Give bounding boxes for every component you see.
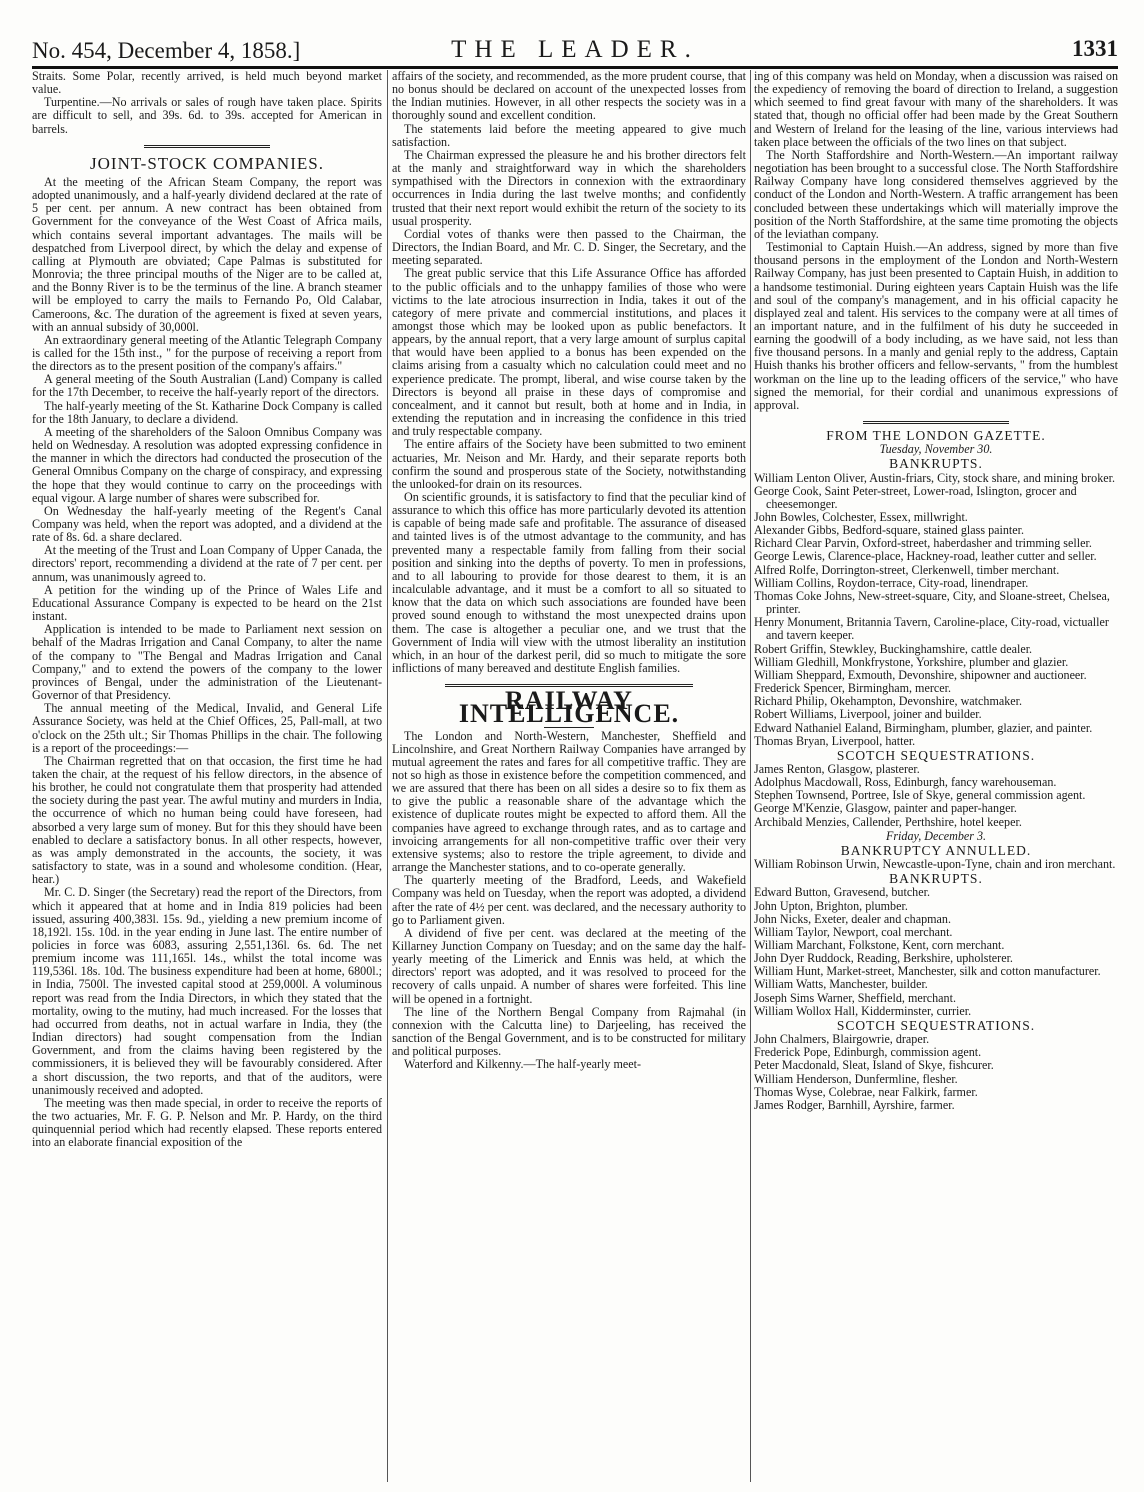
list-entry: John Bowles, Colchester, Essex, millwright. [754,510,968,524]
paragraph: Waterford and Kilkenny.—The half-yearly meet- [404,1057,641,1072]
list-entry: Richard Philip, Okehampton, Devonshire, watchmaker. [754,694,1023,709]
list-entry: George Cook, Saint Peter-street, Lower-road, Islington, grocer and cheesemonger. [754,483,1077,511]
paragraph: The Chairman expressed the pleasure he and his brother directors felt at the manly and straightforward way in which the shareholders sympathised with the Directors in connexion with the extraordinary occurrences in India during the last twelve months; and confidently trusted that their next report would exhibit the return of the society to its usual prosperity. [392,147,746,228]
sequestrations-list-2 [754,1033,1118,1112]
list-entry: William Marchant, Folkstone, Kent, corn merchant. [754,938,1005,952]
paragraph: An extraordinary general meeting of the Atlantic Telegraph Company is called for the 15th inst., " for the purpose of receiving a report from the directors as to the present position of the company's affairs." [32,332,382,374]
paragraph: The entire affairs of the Society have been submitted to two eminent actuaries, Mr. Neison and Mr. Hardy, and their separate reports both confirm the sound and prosperous state of the Society, notwithstanding the unlooked-for drain on its resources. [392,437,746,491]
list-entry: William Robinson Urwin, Newcastle-upon-Tyne, chain and iron merchant. [754,857,1116,872]
page-header [32,34,1118,68]
list-entry: William Hunt, Market-street, Manchester, silk and cotton manufacturer. [754,964,1101,979]
list-entry: Edward Nathaniel Ealand, Birmingham, plumber, glazier, and painter. [754,720,1093,735]
paragraph: The Chairman regretted that on that occasion, the first time he had taken the chair, at the request of his fellow directors, in the absence of his brother, he could not congratulate them that prosperity had attended the society during the past year. The awful mutiny and murders in India, the occurrence of which no human being could have foreseen, had absorbed a very large sum of money. But for this they should have been enabled to declare a satisfactory bonus. In all other respects, however, as was amply demonstrated in the accounts, the society, it was satisfactory to state, was in a sound and wholesome condition. (Hear, hear.) [32,753,382,887]
section-title-joint-stock: JOINT-STOCK COMPANIES. [90,153,324,173]
list-entry: Edward Button, Gravesend, butcher. [754,885,930,900]
list-entry: Stephen Townsend, Portree, Isle of Skye, general commission agent. [754,788,1086,803]
list-entry: Joseph Sims Warner, Sheffield, merchant. [754,990,956,1005]
list-entry: Peter Macdonald, Sleat, Island of Skye, fishcurer. [754,1058,994,1073]
bankrupts-list-1 [754,472,1118,748]
gazette-date: Tuesday, November 30. [879,442,993,457]
paragraph: The statements laid before the meeting appeared to give much satisfaction. [392,121,746,149]
list-entry: Richard Clear Parvin, Oxford-street, haberdasher and trimming seller. [754,536,1092,551]
paragraph: The annual meeting of the Medical, Invalid, and General Life Assurance Society, was held at the Chief Offices, 25, Pall-mall, at two o'clock on the 25th ult.; Sir Thomas Phillips in the chair. The following is a report of the proceedings:— [32,701,382,755]
list-entry: George Lewis, Clarence-place, Hackney-road, leather cutter and seller. [754,549,1097,564]
list-entry: James Rodger, Barnhill, Ayrshire, farmer. [754,1097,955,1112]
annulled-list [754,858,1118,871]
column-2 [392,70,746,1484]
subheading-scotch-sequestrations: SCOTCH SEQUESTRATIONS. [836,1017,1036,1033]
paragraph: Cordial votes of thanks were then passed to the Chairman, the Directors, the Indian Board, and Mr. C. D. Singer, the Secretary, and the meeting separated. [392,226,746,268]
paragraph: Testimonial to Captain Huish.—An address, signed by more than five thousand persons in the employment of the London and North-Western Railway Company, has just been presented to Captain Huish, in addition to a handsome testimonial. During eighteen years Captain Huish was the life and soul of the company's management, and in his official capacity he displayed zeal and talent. His services to the company were at all times of an important nature, and in the fulfilment of his duty he succeeded in earning the goodwill of a body including, as we have said, not less than five thousand persons. In a manly and genial reply to the address, Captain Huish thanks his brother officers and fellow-servants, " from the humblest workman on the line up to the leading officers of the service," who have signed the memorial, for their cordial and unanimous expressions of approval. [754,240,1118,412]
paragraph: affairs of the society, and recommended, as the more prudent course, that no bonus should be declared on account of the unexpected losses from the Indian mutinies. However, in all other respects the society was in a thoroughly sound and excellent condition. [392,70,746,123]
list-entry: William Watts, Manchester, builder. [754,977,928,992]
list-entry: John Chalmers, Blairgowrie, draper. [754,1032,930,1047]
column-1 [32,70,382,1484]
paragraph: On scientific grounds, it is satisfactory to find that the peculiar kind of assurance to which this office has more particularly devoted its attention is capable of being made safe and profitable. The assurance of diseased and tainted lives is of the utmost advantage to the community, and has prevented many a respectable family from falling from their social position and sinking into the depths of poverty. To men in professions, and to all labouring to provide for those dearest to them, it is an incalculable advantage, and it must be a comfort to all so situated to know that the data on which such associations are founded have been proved sound enough to withstand the most unexpected drains upon them. The case is altogether a peculiar one, and we trust that the Government of India will view with the utmost liberality an institution which, in an hour of the darkest peril, did so much to mitigate the sore inflictions of many bereaved and destitute English families. [392,490,746,676]
gazette-title: FROM THE LONDON GAZETTE. [826,428,1046,444]
column-divider [750,70,751,1482]
paragraph: The North Staffordshire and North-Western.—An important railway negotiation has been brought to a successful close. The North Staffordshire Railway Company have long considered themselves aggrieved by the conduct of the London and North-Western. A traffic arrangement has been concluded between these undertakings which will materially improve the position of the North Staffordshire, at the same time promoting the objects of the leviathan company. [754,147,1118,241]
paragraph: The meeting was then made special, in order to receive the reports of the two actuaries, Mr. F. G. P. Nelson and Mr. P. Hardy, on the third quinquennial period which had recently elapsed. These reports entered into an elaborate financial exposition of the [32,1095,382,1150]
paragraph: At the meeting of the African Steam Company, the report was adopted unanimously, and a half-yearly dividend declared at the rate of 5 per cent. per annum. A new contract has been obtained from Government for the conveyance of the West Coast of Africa mails, which contains several important advantages. The mails will be despatched from Liverpool direct, by which the delay and expense of calling at Plymouth are obviated; Cape Palmas is substituted for Monrovia; the three principal mouths of the Niger are to be called at, and the Bonny River is to be the terminus of the line. A branch steamer will be employed to carry the mails to Fernando Po, Old Calabar, Cameroons, &c. The duration of the agreement is fixed at seven years, with an annual subsidy of 30,000l. [32,174,382,334]
section-rule [863,421,1009,425]
list-entry: Frederick Spencer, Birmingham, mercer. [754,681,951,696]
paragraph: A dividend of five per cent. was declared at the meeting of the Killarney Junction Company on Tuesday; and on the same day the half-yearly meeting of the Limerick and Ennis was held, at which the directors' report was adopted, and it was resolved to proceed for the recovery of calls unpaid. A number of shares were forfeited. This line will be opened in a fortnight. [392,925,746,1006]
list-entry: Robert Williams, Liverpool, joiner and builder. [754,707,982,722]
list-entry: Henry Monument, Britannia Tavern, Caroline-place, City-road, victualler and tavern keeper. [754,615,1109,643]
list-entry: William Collins, Roydon-terrace, City-road, linendraper. [754,575,1029,590]
list-entry: Adolphus Macdowall, Ross, Edinburgh, fancy warehouseman. [754,775,1057,790]
paragraph: A meeting of the shareholders of the Saloon Omnibus Company was held on Wednesday. A resolution was adopted expressing confidence in the manner in which the directors had conducted the prosecution of the General Omnibus Company on the charge of conspiracy, and expressing the hope that they would continue to carry on the proceedings with equal vigour. A large number of shares were subscribed for. [32,424,382,505]
paragraph: The line of the Northern Bengal Company from Rajmahal (in connexion with the Calcutta line) to Darjeeling, has received the sanction of the Bengal Government, and is to be constructed for military and political purposes. [392,1004,746,1059]
sequestrations-list-1 [754,763,1118,829]
list-entry: John Upton, Brighton, plumber. [754,898,908,913]
paragraph: The half-yearly meeting of the St. Katharine Dock Company is called for the 18th January, to declare a dividend. [32,398,382,426]
gazette-date: Friday, December 3. [885,828,987,843]
page-number: 1331 [1072,36,1118,61]
list-entry: Thomas Bryan, Liverpool, hatter. [754,733,916,748]
column-divider [387,70,388,1482]
paragraph: Straits. Some Polar, recently arrived, is held much beyond market value. [32,70,382,97]
list-entry: William Taylor, Newport, coal merchant. [754,924,953,939]
paragraph: At the meeting of the Trust and Loan Company of Upper Canada, the directors' report, recommending a dividend at the rate of 7 per cent. per annum, was unanimously agreed to. [32,543,382,584]
issue-date: No. 454, December 4, 1858.] [32,38,301,63]
list-entry: William Lenton Oliver, Austin-friars, City, stock share, and mining broker. [754,470,1115,485]
paragraph: ing of this company was held on Monday, when a discussion was raised on the expediency of removing the board of direction to Ireland, a suggestion which seemed to find great favour with many of the shareholders. It was stated that, though no official offer had been made by the Great Southern and Western of Ireland for the leasing of the line, various interviews had taken place between the officials of the two lines on that subject. [754,70,1118,149]
subheading-bankruptcy-annulled: BANKRUPTCY ANNULLED. [840,842,1032,858]
bankrupts-list-2 [754,886,1118,1018]
paragraph: On Wednesday the half-yearly meeting of the Regent's Canal Company was held, when the report was adopted, and a dividend at the rate of 8s. 6d. a share declared. [32,503,382,545]
section-rule [144,145,270,149]
list-entry: John Dyer Ruddock, Reading, Berkshire, upholsterer. [754,951,1013,966]
paragraph: The great public service that this Life Assurance Office has afforded to the public officials and to the unhappy families of those who were victims to the late atrocious insurrection in India, takes it out of the category of mere private and commercial institutions, and places it amongst those which may be looked upon as public benefactors. It appears, by the annual report, that a very large amount of surplus capital that would have been applied to a bonus has been expended on the claims arising from a casualty which no calculation could meet and no experience predicate. The prompt, liberal, and wise course taken by the Directors is beyond all praise in these days of compromise and concealment, and it cannot but result, both at home and in India, in extending the reputation and in increasing the confidence in this tried and truly respectable company. [392,266,746,439]
paragraph: The quarterly meeting of the Bradford, Leeds, and Wakefield Company was held on Tuesday, when the report was adopted, a dividend after the rate of 4½ per cent. was declared, and the necessary authority to go to Parliament given. [392,873,746,927]
newspaper-title: THE LEADER. [451,36,699,63]
paragraph: Turpentine.—No arrivals or sales of rough have taken place. Spirits are difficult to sell, and 39s. 6d. to 39s. accepted for American in barrels. [32,95,382,136]
list-entry: Archibald Menzies, Callender, Perthshire, hotel keeper. [754,814,1022,829]
list-entry: Thomas Coke Johns, New-street-square, City, and Sloane-street, Chelsea, printer. [754,588,1110,617]
subheading-scotch-sequestrations: SCOTCH SEQUESTRATIONS. [836,747,1036,763]
header-rule [32,66,1118,69]
list-entry: William Henderson, Dunfermline, flesher. [754,1071,958,1086]
list-entry: Alexander Gibbs, Bedford-square, stained glass painter. [754,523,1025,538]
list-entry: James Renton, Glasgow, plasterer. [754,761,920,776]
list-entry: John Nicks, Exeter, dealer and chapman. [754,911,951,926]
paragraph: A petition for the winding up of the Prince of Wales Life and Educational Assurance Company is expected to be heard on the 21st instant. [32,582,382,624]
list-entry: Thomas Wyse, Colebrae, near Falkirk, farmer. [754,1084,978,1099]
paragraph: A general meeting of the South Australian (Land) Company is called for the 17th December, to receive the half-yearly report of the directors. [32,372,382,400]
paragraph: Application is intended to be made to Parliament next session on behalf of the Madras Irrigation and Canal Company, to alter the name of the company to "The Bengal and Madras Irrigation and Canal Company," and to extend the powers of the company to the lower provinces of Bengal, under the administration of the Lieutenant-Governor of that Presidency. [32,622,382,703]
list-entry: William Gledhill, Monkfrystone, Yorkshire, plumber and glazier. [754,654,1069,669]
list-entry: Alfred Rolfe, Dorrington-street, Clerkenwell, timber merchant. [754,562,1060,577]
list-entry: Robert Griffin, Stewkley, Buckinghamshire, cattle dealer. [754,641,1033,656]
paragraph: The London and North-Western, Manchester, Sheffield and Lincolnshire, and Great Northern Railway Companies have arranged by mutual agreement the rates and fares for all competitive traffic. They are not so high as those in existence before the competition commenced, and we are assured that there has been on all sides a desire so to fix them as to give the public a reasonable share of the advantage which the existence of duplicate routes might be expected to afford them. All the companies have agreed to exchange through rates, and as to cartage and invoicing arrangements for all non-competitive traffic over their very extensive systems; also to restore the triple agreement, to divide and arrange the Manchester stations, and to co-operate generally. [392,728,746,875]
list-entry: William Sheppard, Exmouth, Devonshire, shipowner and auctioneer. [754,667,1087,682]
paragraph: Mr. C. D. Singer (the Secretary) read the report of the Directors, from which it appeared that at home and in India 819 policies had been issued, assuring 400,383l. 15s. 9d., yielding a new premium income of 18,192l. 15s. 10d. in the year ending in June last. The entire number of policies in force was 6083, assuring 2,551,136l. 6s. 6d. The net premium income was 111,165l. 14s., whilst the total income was 119,536l. 18s. 10d. The business expenditure had been at home, 6800l.; in India, 7500l. The invested capital stood at 259,000l. A voluminous report was read from the India Directors, in which they stated that the mortality, owing to the mutiny, had much increased. For the losses that had occurred from deaths, not in actual warfare in India, they (the Indian directors) had sought compensation from the Indian Government, and from the claims having been registered by the commissioners, it is believed they will be favourably considered. After a short discussion, the two reports, and that of the auditors, were unanimously received and adopted. [32,885,382,1097]
subheading-bankrupts: BANKRUPTS. [889,871,983,887]
column-3 [754,70,1118,1484]
subheading-bankrupts: BANKRUPTS. [889,456,983,472]
section-title-railway: RAILWAY INTELLIGENCE. [458,686,680,729]
list-entry: Frederick Pope, Edinburgh, commission agent. [754,1045,982,1060]
list-entry: George M'Kenzie, Glasgow, painter and paper-hanger. [754,801,1017,816]
list-entry: William Wollox Hall, Kidderminster, currier. [754,1003,972,1018]
